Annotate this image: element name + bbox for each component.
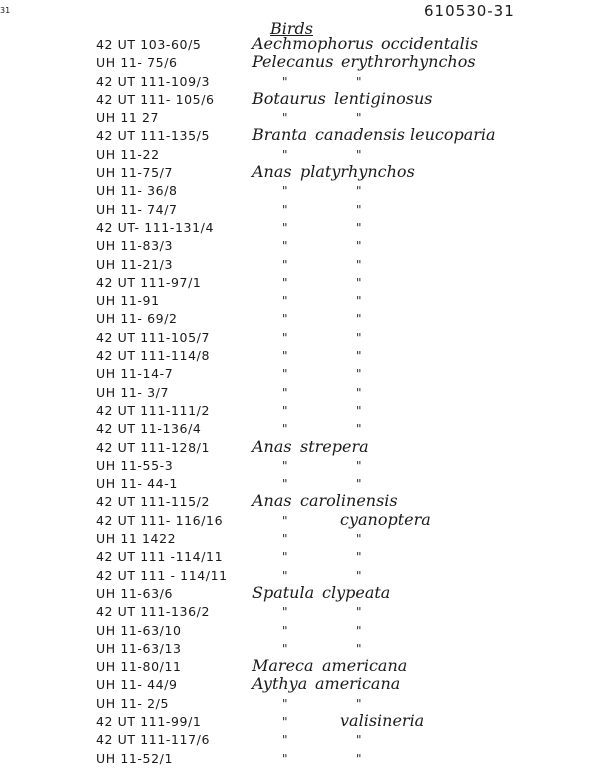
specimen-row [0,292,600,310]
genus-name: " [282,367,288,382]
catalog-number: UH 11-63/13 [96,640,182,656]
species-name: occidentalis [381,34,479,53]
species-name: strepera [300,436,369,456]
specimen-row [0,457,600,475]
genus-name: " [282,349,288,364]
genus-name: Branta [252,125,308,145]
specimen-row [0,237,600,255]
catalog-number: 42 UT 11-136/4 [96,421,202,437]
specimen-row [0,548,600,566]
genus-name: " [282,220,288,235]
species-name: " [356,239,362,254]
catalog-number: UH 11-22 [96,146,160,162]
species-name: " [356,294,362,309]
catalog-number: 42 UT 111-117/6 [96,732,211,748]
genus-name: " [282,330,288,345]
genus-name: " [282,568,288,583]
genus-name: " [282,605,288,620]
genus-name: " [282,477,288,492]
specimen-row [0,54,600,72]
specimen-row [0,582,600,603]
specimen-list [0,36,600,768]
specimen-row [0,731,600,749]
species-name: clypeata [322,582,391,602]
catalog-number: 42 UT 111-97/1 [96,274,202,290]
catalog-number: UH 11-75/7 [96,165,174,181]
genus-name: " [282,641,288,656]
genus-name: " [282,294,288,309]
catalog-number: UH 11- 3/7 [96,384,170,400]
species-name: cyanoptera [340,509,431,529]
species-name: canadensis leucoparia [315,125,496,145]
genus-name: " [282,257,288,272]
specimen-row [0,329,600,347]
species-name: valisineria [340,710,425,730]
genus-name: " [282,751,288,766]
genus-name: " [282,385,288,400]
species-name: americana [322,656,408,676]
specimen-row [0,509,600,530]
species-name: " [356,550,362,565]
genus-name: " [282,202,288,217]
genus-name: Anas [252,436,292,456]
catalog-number: UH 11-21/3 [96,256,174,272]
genus-name: " [282,733,288,748]
catalog-number: UH 11-52/1 [96,750,174,766]
catalog-number: UH 11-83/3 [96,238,174,254]
species-name: " [356,349,362,364]
specimen-row [0,310,600,328]
specimen-row [0,493,600,511]
species-name: " [356,74,362,89]
species-name: " [356,532,362,547]
catalog-number: 42 UT 111- 116/16 [96,512,224,528]
species-name: " [356,202,362,217]
species-name: " [356,733,362,748]
species-name: " [356,696,362,711]
genus-name: " [282,513,288,528]
specimen-row [0,127,600,145]
genus-name: Botaurus [252,88,326,108]
species-name: " [356,147,362,162]
genus-name: " [282,239,288,254]
specimen-row [0,201,600,219]
document-number: 610530-31 [424,2,515,20]
catalog-number: 42 UT 111-135/5 [96,128,211,144]
catalog-number: UH 11-55-3 [96,457,174,473]
genus-name: " [282,312,288,327]
species-name: " [356,458,362,473]
catalog-number: UH 11-63/6 [96,585,174,601]
genus-name: " [282,550,288,565]
catalog-number: UH 11- 44-1 [96,476,178,492]
species-name: " [356,275,362,290]
species-name: lentiginosus [334,88,433,108]
species-name: erythrorhynchos [341,52,476,72]
species-name: " [356,605,362,620]
genus-name: " [282,714,288,729]
specimen-row [0,182,600,200]
genus-name: " [282,403,288,418]
catalog-number: 42 UT 111-136/2 [96,604,211,620]
specimen-row [0,530,600,548]
catalog-number: UH 11- 75/6 [96,55,178,71]
genus-name: Aechmophorus [252,34,374,53]
catalog-number: 42 UT 111-115/2 [96,494,211,510]
species-name: " [356,568,362,583]
genus-name: Mareca [252,656,314,676]
genus-name: " [282,422,288,437]
catalog-number: 42 UT 111-99/1 [96,713,202,729]
specimen-row [0,164,600,182]
catalog-number: 42 UT 111-105/7 [96,329,211,345]
catalog-number: 42 UT 111 -114/11 [96,549,224,565]
genus-name: Anas [252,162,292,182]
specimen-row [0,676,600,694]
catalog-number: UH 11- 2/5 [96,695,170,711]
page-heading: Birds [270,19,313,38]
specimen-row [0,219,600,237]
specimen-row [0,695,600,713]
catalog-number: 42 UT 111-109/3 [96,73,211,89]
species-name: " [356,220,362,235]
species-name: " [356,422,362,437]
species-name: " [356,385,362,400]
specimen-row [0,402,600,420]
catalog-number: 42 UT 111 - 114/11 [96,567,228,583]
specimen-row [0,256,600,274]
catalog-number: UH 11- 69/2 [96,311,178,327]
specimen-row [0,347,600,365]
catalog-number: 42 UT 111-114/8 [96,348,211,364]
specimen-row [0,622,600,640]
species-name: " [356,257,362,272]
species-name: americana [315,674,401,694]
genus-name: " [282,74,288,89]
specimen-row [0,274,600,292]
species-name: " [356,330,362,345]
catalog-number: 42 UT 111-128/1 [96,439,211,455]
genus-name: " [282,532,288,547]
species-name: platyrhynchos [300,162,415,182]
specimen-row [0,750,600,768]
genus-name: " [282,623,288,638]
specimen-row [0,603,600,621]
genus-name: " [282,111,288,126]
species-name: " [356,111,362,126]
catalog-number: UH 11-80/11 [96,659,182,675]
catalog-number: 42 UT 103-60/5 [96,37,202,52]
species-name: carolinensis [300,491,398,511]
species-name: " [356,477,362,492]
corner-page-mark: 31 [0,6,11,15]
species-name: " [356,184,362,199]
catalog-number: UH 11-63/10 [96,622,182,638]
genus-name: " [282,147,288,162]
genus-name: Aythya [252,674,308,694]
specimen-row [0,436,600,457]
catalog-number: 42 UT 111-111/2 [96,402,211,418]
species-name: " [356,623,362,638]
species-name: " [356,367,362,382]
genus-name: Anas [252,491,292,511]
catalog-number: UH 11 27 [96,110,160,126]
catalog-number: UH 11- 74/7 [96,201,178,217]
specimen-row [0,384,600,402]
catalog-number: UH 11- 36/8 [96,183,178,199]
specimen-row [0,710,600,731]
catalog-number: UH 11 1422 [96,531,177,547]
catalog-number: 42 UT 111- 105/6 [96,91,215,107]
catalog-number: UH 11-14-7 [96,366,174,382]
genus-name: " [282,275,288,290]
specimen-row [0,365,600,383]
species-name: " [356,312,362,327]
catalog-number: UH 11- 44/9 [96,677,178,693]
species-name: " [356,751,362,766]
genus-name: Spatula [252,582,315,602]
catalog-number: UH 11-91 [96,293,160,309]
genus-name: " [282,696,288,711]
genus-name: " [282,184,288,199]
genus-name: " [282,458,288,473]
catalog-number: 42 UT- 111-131/4 [96,219,214,235]
species-name: " [356,403,362,418]
genus-name: Pelecanus [252,52,334,72]
specimen-row [0,88,600,109]
species-name: " [356,641,362,656]
